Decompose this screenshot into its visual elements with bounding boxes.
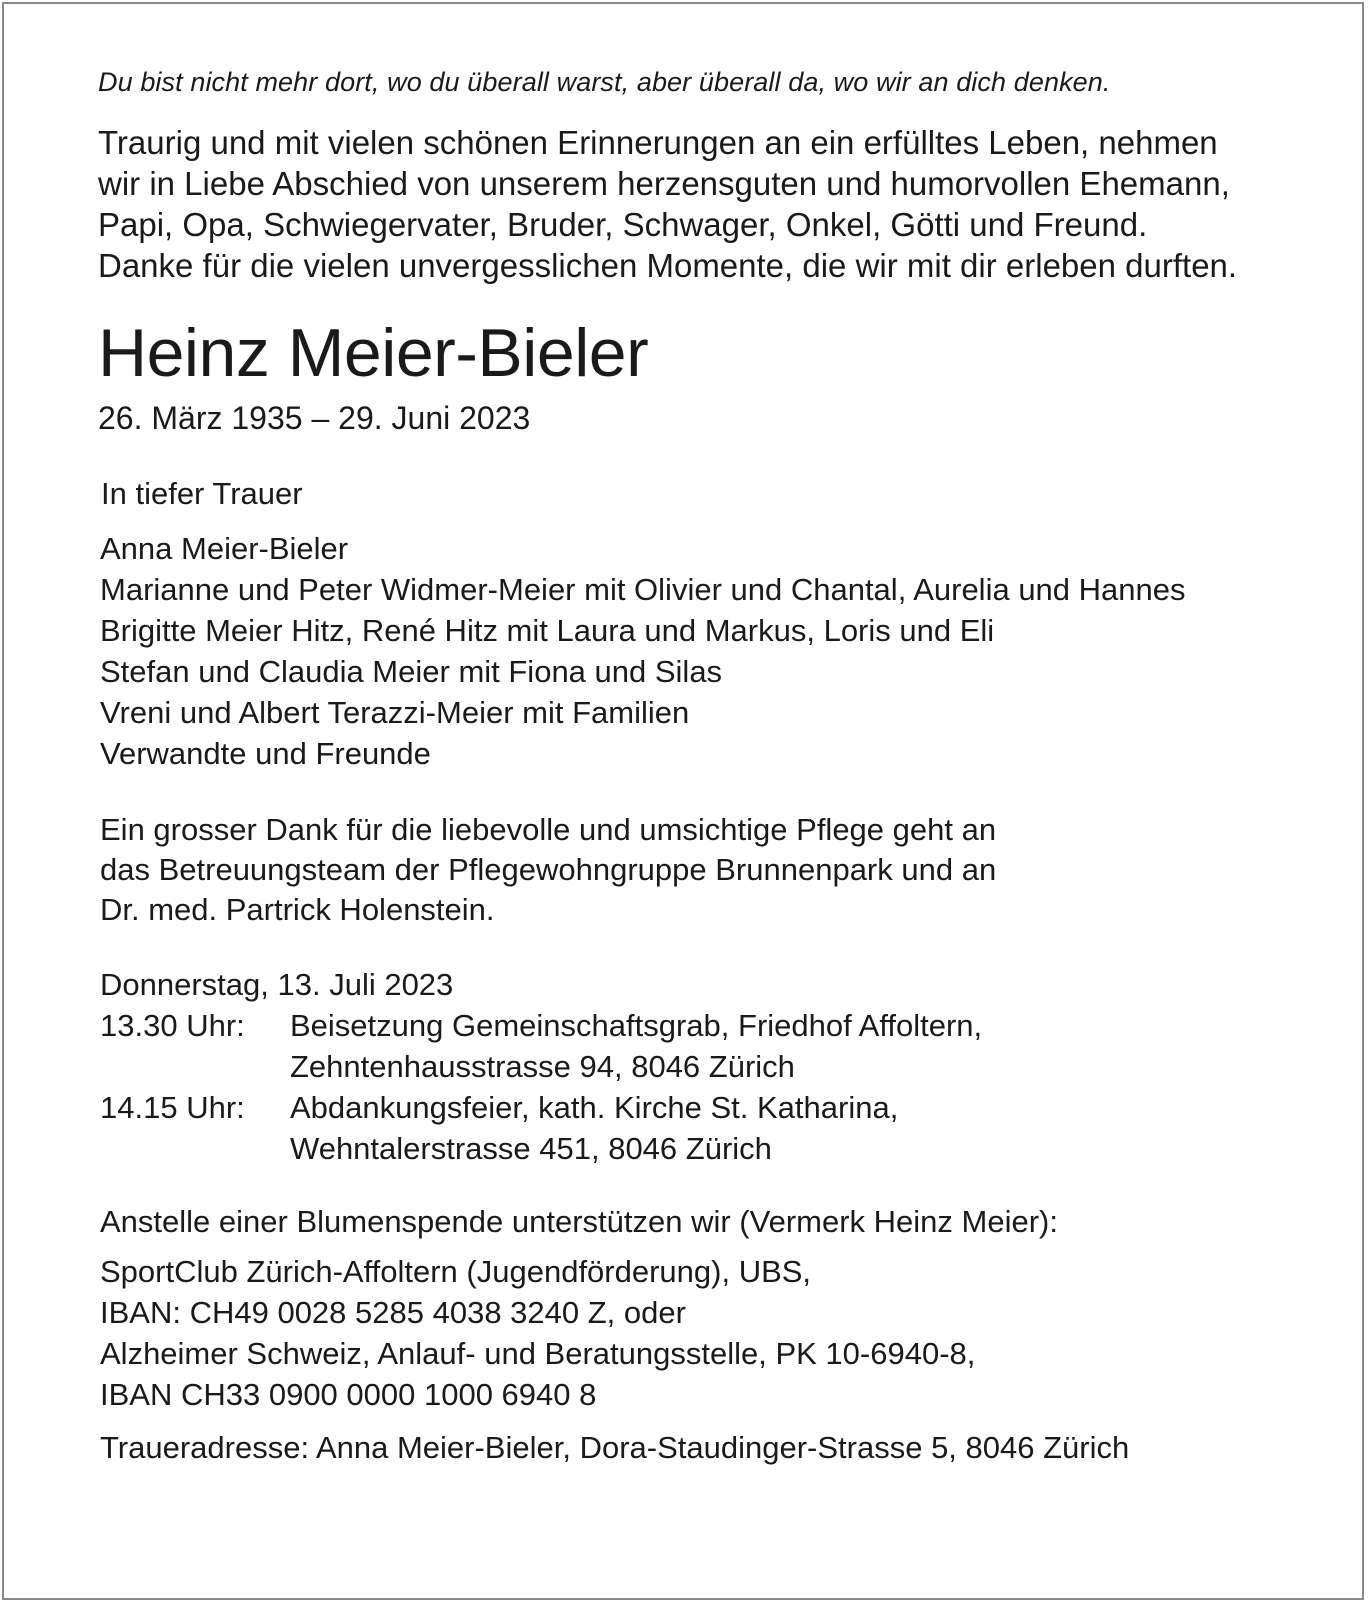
thanks-line: Dr. med. Partrick Holenstein. xyxy=(100,892,495,927)
intro-paragraph xyxy=(98,122,1348,286)
mourning-address: Traueradresse: Anna Meier-Bieler, Dora-Staudinger-Strasse 5, 8046 Zürich xyxy=(100,1430,1130,1465)
intro-line: wir in Liebe Abschied von unserem herzensguten und humorvollen Ehemann, xyxy=(98,165,1230,202)
thanks-line: Ein grosser Dank für die liebevolle und umsichtige Pflege geht an xyxy=(100,812,997,847)
schedule-line: Beisetzung Gemeinschaftsgrab, Friedhof Affoltern, xyxy=(290,1008,983,1043)
mourner-line: Anna Meier-Bieler xyxy=(100,531,349,566)
schedule-row-service xyxy=(100,1087,1348,1169)
ceremony-date: Donnerstag, 13. Juli 2023 xyxy=(100,967,454,1002)
donation-details xyxy=(98,1251,1348,1415)
deceased-name: Heinz Meier-Bieler xyxy=(98,315,649,391)
intro-line: Traurig und mit vielen schönen Erinnerungen an ein erfülltes Leben, nehmen xyxy=(98,124,1218,161)
schedule-time: 14.15 Uhr: xyxy=(100,1090,245,1125)
obituary-content xyxy=(98,62,1348,1468)
obituary-frame xyxy=(2,2,1364,1600)
schedule-line: Zehntenhausstrasse 94, 8046 Zürich xyxy=(290,1049,795,1084)
mourner-line: Verwandte und Freunde xyxy=(100,736,431,771)
schedule-description xyxy=(290,1087,898,1169)
mourning-label: In tiefer Trauer xyxy=(101,476,303,511)
ceremony-schedule xyxy=(98,1005,1348,1169)
schedule-time: 13.30 Uhr: xyxy=(100,1008,245,1043)
intro-line: Danke für die vielen unvergesslichen Momente, die wir mit dir erleben durften. xyxy=(98,247,1238,284)
donation-line: Alzheimer Schweiz, Anlauf- und Beratungsstelle, PK 10-6940-8, xyxy=(100,1336,976,1371)
donation-line: IBAN: CH49 0028 5285 4038 3240 Z, oder xyxy=(100,1295,686,1330)
thanks-line: das Betreuungsteam der Pflegewohngruppe Brunnenpark und an xyxy=(100,852,997,887)
donation-line: SportClub Zürich-Affoltern (Jugendförderung), UBS, xyxy=(100,1254,812,1289)
donation-intro: Anstelle einer Blumenspende unterstützen wir (Vermerk Heinz Meier): xyxy=(100,1204,1058,1239)
schedule-description xyxy=(290,1005,982,1087)
donation-line: IBAN CH33 0900 0000 1000 6940 8 xyxy=(100,1377,597,1412)
mourner-line: Brigitte Meier Hitz, René Hitz mit Laura und Markus, Loris und Eli xyxy=(100,613,995,648)
intro-line: Papi, Opa, Schwiegervater, Bruder, Schwager, Onkel, Götti und Freund. xyxy=(98,206,1148,243)
motto-quote: Du bist nicht mehr dort, wo du überall warst, aber überall da, wo wir an dich denken. xyxy=(98,67,1111,97)
thanks-paragraph xyxy=(98,810,1348,930)
schedule-line: Abdankungsfeier, kath. Kirche St. Katharina, xyxy=(290,1090,899,1125)
mourners-list xyxy=(98,528,1348,774)
schedule-row-burial xyxy=(100,1005,1348,1087)
schedule-line: Wehntalerstrasse 451, 8046 Zürich xyxy=(290,1131,772,1166)
mourner-line: Stefan und Claudia Meier mit Fiona und Silas xyxy=(100,654,723,689)
life-dates: 26. März 1935 – 29. Juni 2023 xyxy=(98,400,531,436)
mourner-line: Vreni und Albert Terazzi-Meier mit Familien xyxy=(100,695,690,730)
mourner-line: Marianne und Peter Widmer-Meier mit Olivier und Chantal, Aurelia und Hannes xyxy=(100,572,1186,607)
